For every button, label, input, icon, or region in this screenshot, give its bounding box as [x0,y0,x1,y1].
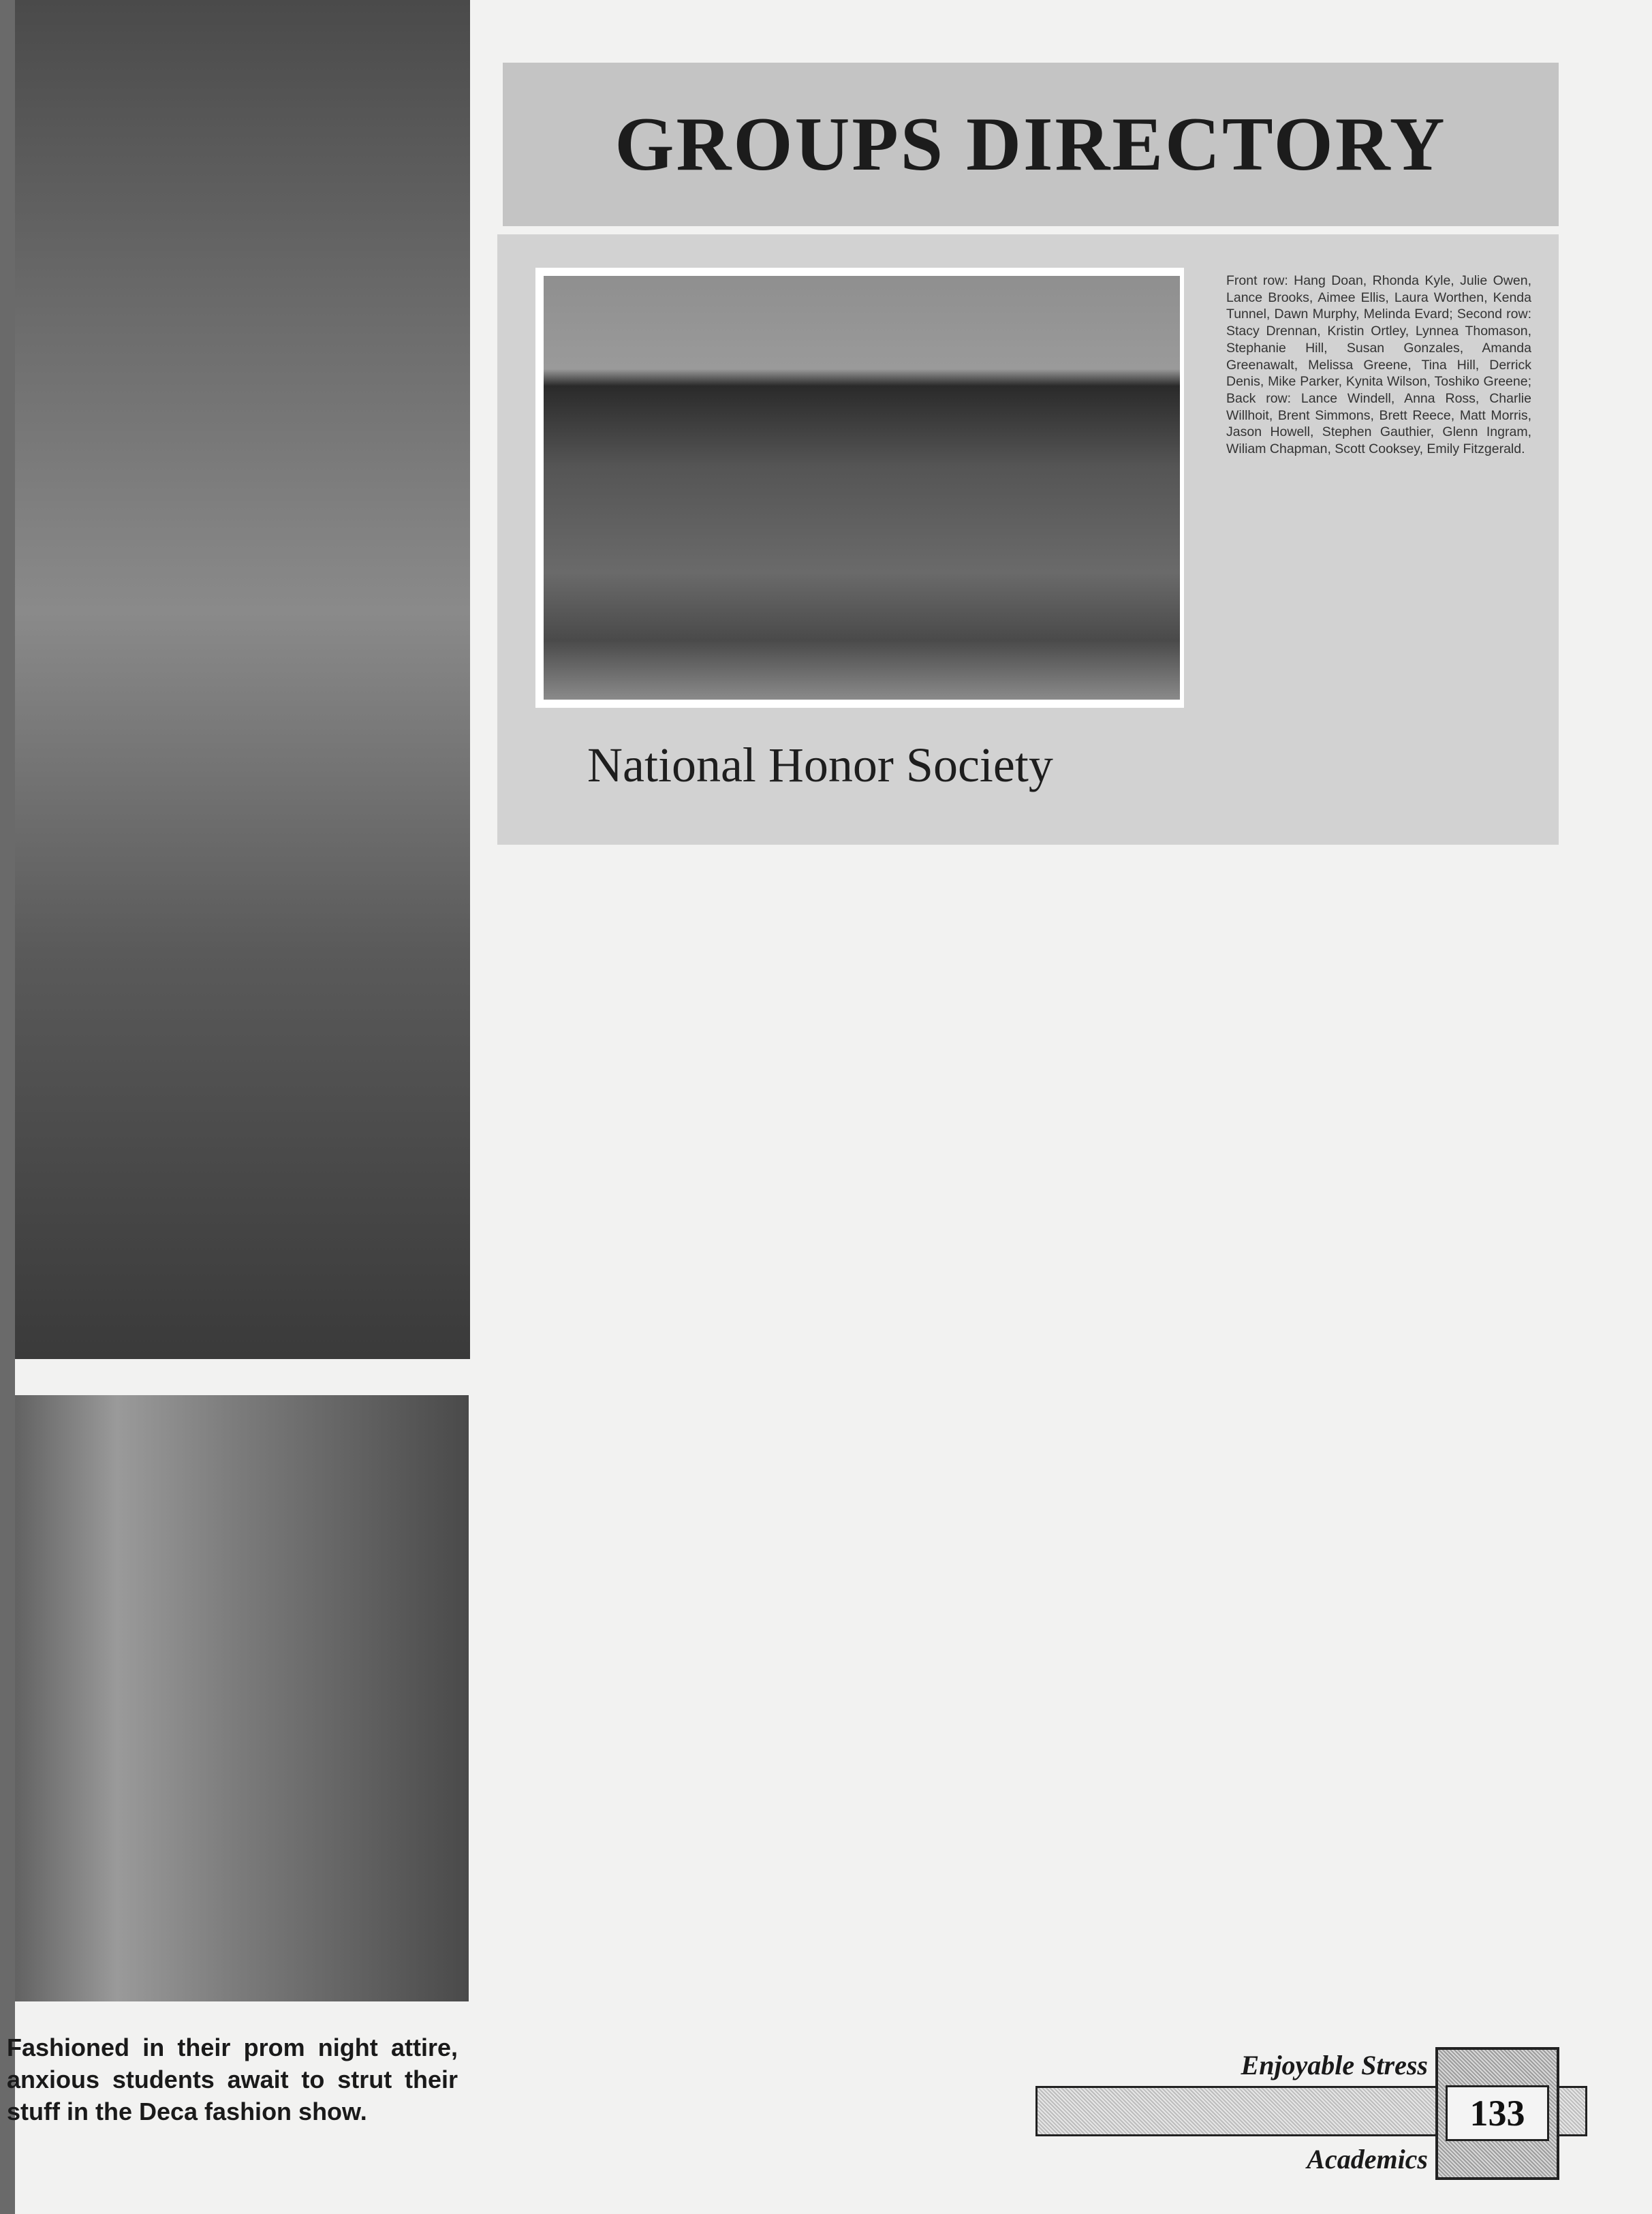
prom-attire-photo [0,1395,469,2001]
page-gutter [0,0,15,2214]
group-name: National Honor Society [587,738,1053,792]
section-label: Enjoyable Stress [1241,2050,1428,2080]
group-photo [544,276,1180,700]
photo-caption: Fashioned in their prom night attire, anxious students await to strut their stuff in the Deca fashion show. [7,2033,458,2125]
page-folio [1029,2044,1594,2190]
header-band [503,63,1559,226]
members-caption: Front row: Hang Doan, Rhonda Kyle, Julie Owen, Lance Brooks, Aimee Ellis, Laura Worthen, Kenda Tunnel, Dawn Murphy, Melinda Evard; Second row: Stacy Drennan, Kristin Ortley, Lynnea Thomason, Stephanie Hill, Susan Gonzales, Amanda Greenawalt, Melissa Greene, Tina Hill, Derrick Denis, Mike Parker, Kynita Wilson, Toshiko Greene; Back row: Lance Windell, Anna Ross, Charlie Willhoit, Brent Simmons, Brett Reece, Matt Morris, Jason Howell, Stephen Gauthier, Glenn Ingram, Wiliam Chapman, Scott Cooksey, Emily Fitzgerald. [1226,273,1531,457]
page-number: 133 [1446,2085,1549,2141]
page-title: GROUPS DIRECTORY [614,102,1447,187]
fashion-show-photo [0,0,470,1359]
subsection-label: Academics [1307,2144,1428,2174]
